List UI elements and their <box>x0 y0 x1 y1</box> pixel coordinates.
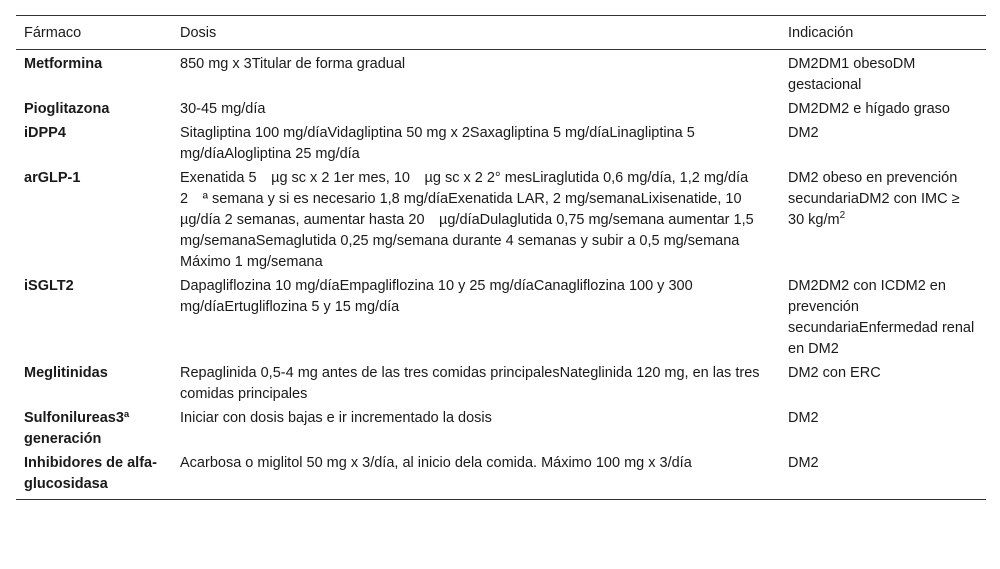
drug-cell: Inhibidores de alfa-glucosidasa <box>16 451 172 500</box>
indication-cell: DM2DM2 e hígado graso <box>788 101 950 117</box>
table-row <box>16 451 986 500</box>
table-row <box>16 50 986 98</box>
header-row <box>16 16 986 50</box>
dose-cell: Acarbosa o miglitol 50 mg x 3/día, al inicio dela comida. Máximo 100 mg x 3/día <box>172 451 780 500</box>
drug-cell: iDPP4 <box>24 125 66 141</box>
indication-cell: DM2 <box>788 125 819 141</box>
superscript: 2 <box>839 210 846 222</box>
table-row <box>16 97 986 121</box>
header-dose: Dosis <box>172 16 780 50</box>
table-body <box>16 50 986 500</box>
dose-cell: Dapagliflozina 10 mg/díaEmpagliflozina 10 y 25 mg/díaCanagliflozina 100 y 300 mg/díaErtugliflozina 5 y 15 mg/día <box>180 278 693 315</box>
indication-cell: DM2 <box>788 410 819 426</box>
table-row <box>16 274 986 361</box>
table-row <box>16 121 986 166</box>
table-header <box>16 16 986 50</box>
indication-text: DM2 obeso en prevención secundariaDM2 con IMC ≥ 30 kg/m <box>788 170 975 228</box>
drug-cell: arGLP-1 <box>24 170 81 186</box>
drug-cell: iSGLT2 <box>24 278 74 294</box>
indication-cell: DM2 con ERC <box>788 365 881 381</box>
indication-cell: DM2 <box>780 451 986 500</box>
dose-cell: Sitagliptina 100 mg/díaVidagliptina 50 mg x 2Saxagliptina 5 mg/díaLinagliptina 5 mg/díaAlogliptina 25 mg/día <box>180 125 695 162</box>
indication-cell: DM2DM2 con ICDM2 en prevención secundariaEnfermedad renal en DM2 <box>788 278 975 357</box>
header-indication: Indicación <box>780 16 986 50</box>
drug-table-container <box>16 15 986 500</box>
table-row <box>16 166 986 274</box>
dose-cell: Exenatida 5 µg sc x 2 1er mes, 10 µg sc x 2 2° mesLiraglutida 0,6 mg/día, 1,2 mg/día 2 ª semana y si es necesario 1,8 mg/díaExenatida LAR, 2 mg/semanaLixisenatide, 10 µg/día 2 semanas, aumentar hasta 20 µg/díaDulaglutida 0,75 mg/semana aumentar 1,5 mg/semanaSemaglutida 0,25 mg/semana durante 4 semanas y subir a 0,5 mg/semana Máximo 1 mg/semana <box>180 170 757 270</box>
indication-cell <box>780 166 986 274</box>
dose-cell: 30-45 mg/día <box>180 101 266 117</box>
dose-cell: 850 mg x 3Titular de forma gradual <box>180 56 406 72</box>
dose-cell: Repaglinida 0,5-4 mg antes de las tres comidas principalesNateglinida 120 mg, en las tres comidas principales <box>180 365 760 402</box>
header-drug: Fármaco <box>16 16 172 50</box>
drug-table <box>16 15 986 500</box>
drug-cell: Pioglitazona <box>24 101 110 117</box>
dose-cell: Iniciar con dosis bajas e ir incrementado la dosis <box>180 410 492 426</box>
drug-cell: Sulfonilureas3ª generación <box>24 410 130 447</box>
drug-cell: Metformina <box>24 56 103 72</box>
drug-cell: Meglitinidas <box>24 365 108 381</box>
indication-cell: DM2DM1 obesoDM gestacional <box>788 56 916 93</box>
table-row <box>16 406 986 451</box>
table-row <box>16 361 986 406</box>
